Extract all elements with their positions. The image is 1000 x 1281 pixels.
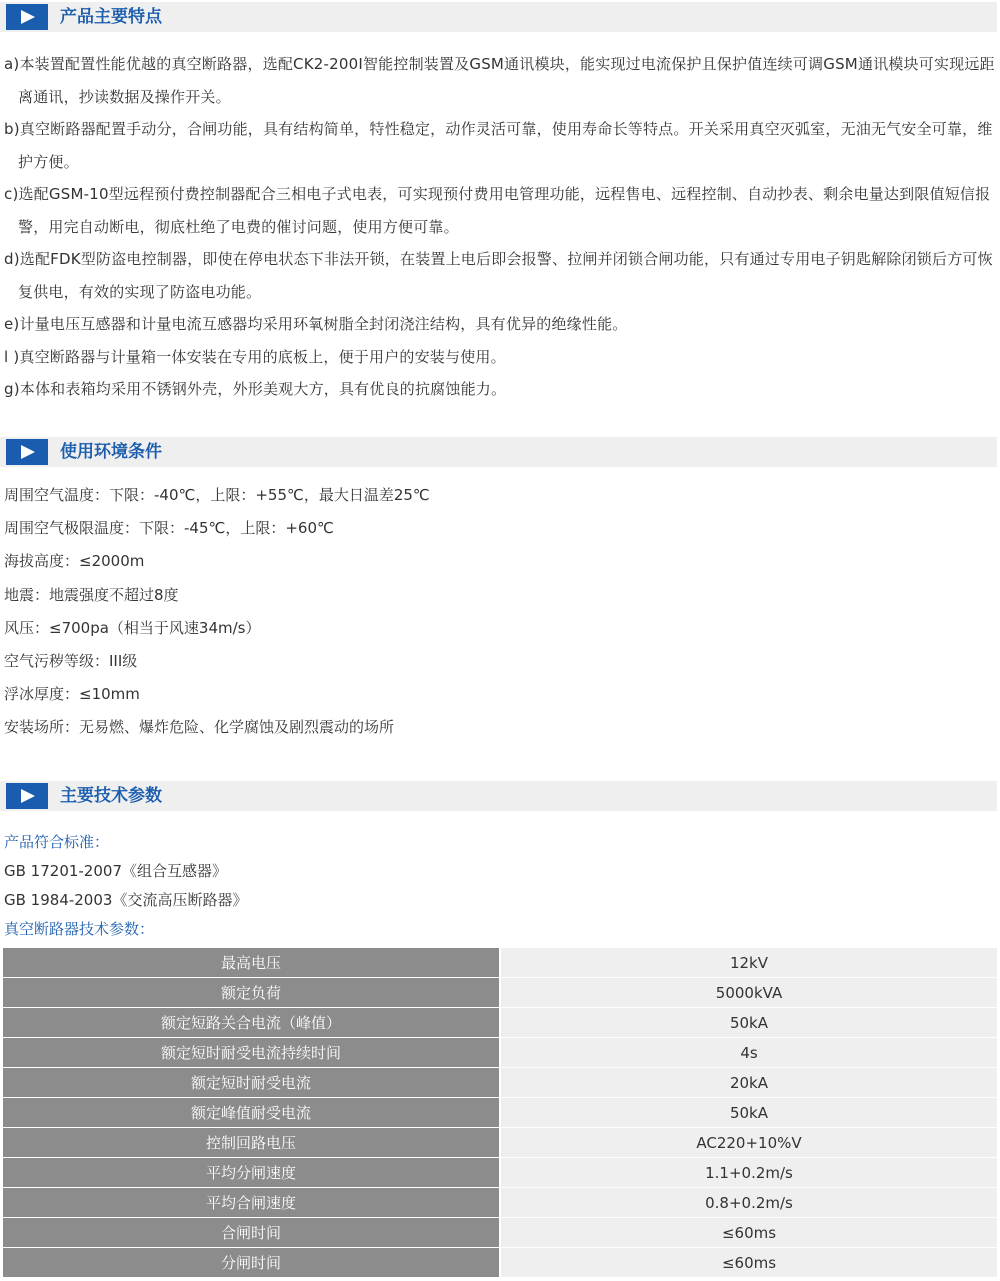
table-row: [3, 1248, 997, 1278]
param-value: 20kA: [500, 1068, 997, 1098]
environment-item: 浮冰厚度：≤10mm: [4, 685, 140, 704]
param-name: 平均分闸速度: [3, 1158, 500, 1188]
play-triangle-icon: [6, 439, 48, 465]
environment-item: 周围空气极限温度：下限：-45℃，上限：+60℃: [4, 519, 334, 538]
table-row: [3, 1008, 997, 1038]
param-value: 5000kVA: [500, 978, 997, 1008]
section-header-environment: [0, 437, 997, 467]
section-header-features: [0, 2, 997, 32]
table-row: [3, 1158, 997, 1188]
param-value: 1.1+0.2m/s: [500, 1158, 997, 1188]
param-value: ≤60ms: [500, 1218, 997, 1248]
param-name: 额定短时耐受电流持续时间: [3, 1038, 500, 1068]
param-value: AC220+10%V: [500, 1128, 997, 1158]
table-row: [3, 1188, 997, 1218]
table-row: [3, 1218, 997, 1248]
standards-block: [4, 828, 994, 944]
param-name: 合闸时间: [3, 1218, 500, 1248]
feature-item: l )真空断路器与计量箱一体安装在专用的底板上，便于用户的安装与使用。: [4, 347, 506, 366]
feature-item: e)计量电压互感器和计量电流互感器均采用环氧树脂全封闭浇注结构，具有优异的绝缘性能。: [4, 315, 628, 333]
parameter-table: [3, 948, 997, 1278]
environment-item: 风压：≤700pa（相当于风速34m/s）: [4, 618, 261, 637]
section-title: 主要技术参数: [60, 786, 162, 806]
param-name: 额定负荷: [3, 978, 500, 1008]
param-value: 50kA: [500, 1008, 997, 1038]
table-row: [3, 1128, 997, 1158]
table-row: [3, 1068, 997, 1098]
environment-item: 安装场所：无易燃、爆炸危险、化学腐蚀及剧烈震动的场所: [4, 718, 395, 737]
param-name: 平均合闸速度: [3, 1188, 500, 1218]
environment-item: 周围空气温度：下限：-40℃，上限：+55℃，最大日温差25℃: [4, 486, 430, 504]
feature-item: a)本装置配置性能优越的真空断路器，选配CK2-200I智能控制装置及GSM通讯模块，能实现过电流保护且保护值连续可调GSM通讯模块可实现远距离通讯，抄读数据及操作开关。: [4, 55, 995, 106]
play-triangle-icon: [6, 4, 48, 30]
param-name: 额定短时耐受电流: [3, 1068, 500, 1098]
table-row: [3, 1038, 997, 1068]
standard-item: GB 1984-2003《交流高压断路器》: [4, 891, 248, 909]
environment-item: 地震：地震强度不超过8度: [4, 585, 179, 604]
table-row: [3, 948, 997, 978]
table-row: [3, 1098, 997, 1128]
param-name: 分闸时间: [3, 1248, 500, 1278]
feature-item: c)选配GSM-10型远程预付费控制器配合三相电子式电表，可实现预付费用电管理功能，远程售电、远程控制、自动抄表、剩余电量达到限值短信报警，用完自动断电，彻底杜绝了电费的催讨问题，使用方便可靠。: [4, 185, 991, 236]
param-value: 4s: [500, 1038, 997, 1068]
param-name: 控制回路电压: [3, 1128, 500, 1158]
breaker-params-label: 真空断路器技术参数：: [4, 920, 155, 938]
table-row: [3, 978, 997, 1008]
param-value: 12kV: [500, 948, 997, 978]
section-title: 产品主要特点: [60, 7, 162, 27]
feature-item: b)真空断路器配置手动分，合闸功能，具有结构简单，特性稳定，动作灵活可靠，使用寿命长等特点。开关采用真空灭弧室，无油无气安全可靠，维护方便。: [4, 120, 993, 171]
standard-item: GB 17201-2007《组合互感器》: [4, 862, 227, 880]
param-name: 最高电压: [3, 948, 500, 978]
standards-label: 产品符合标准：: [4, 833, 110, 851]
feature-list: [4, 48, 1000, 406]
param-name: 额定峰值耐受电流: [3, 1098, 500, 1128]
param-value: ≤60ms: [500, 1248, 997, 1278]
environment-item: 海拔高度：≤2000m: [4, 552, 145, 571]
play-triangle-icon: [6, 783, 48, 809]
feature-item: g)本体和表箱均采用不锈钢外壳，外形美观大方，具有优良的抗腐蚀能力。: [4, 380, 507, 398]
environment-item: 空气污秽等级：III级: [4, 652, 138, 671]
feature-item: d)选配FDK型防盗电控制器，即使在停电状态下非法开锁，在装置上电后即会报警、拉闸并闭锁合闸功能，只有通过专用电子钥匙解除闭锁后方可恢复供电，有效的实现了防盗电功能。: [4, 250, 993, 301]
environment-list: [4, 479, 994, 745]
param-name: 额定短路关合电流（峰值）: [3, 1008, 500, 1038]
section-title: 使用环境条件: [60, 442, 162, 462]
param-value: 50kA: [500, 1098, 997, 1128]
section-header-parameters: [0, 781, 997, 811]
param-value: 0.8+0.2m/s: [500, 1188, 997, 1218]
